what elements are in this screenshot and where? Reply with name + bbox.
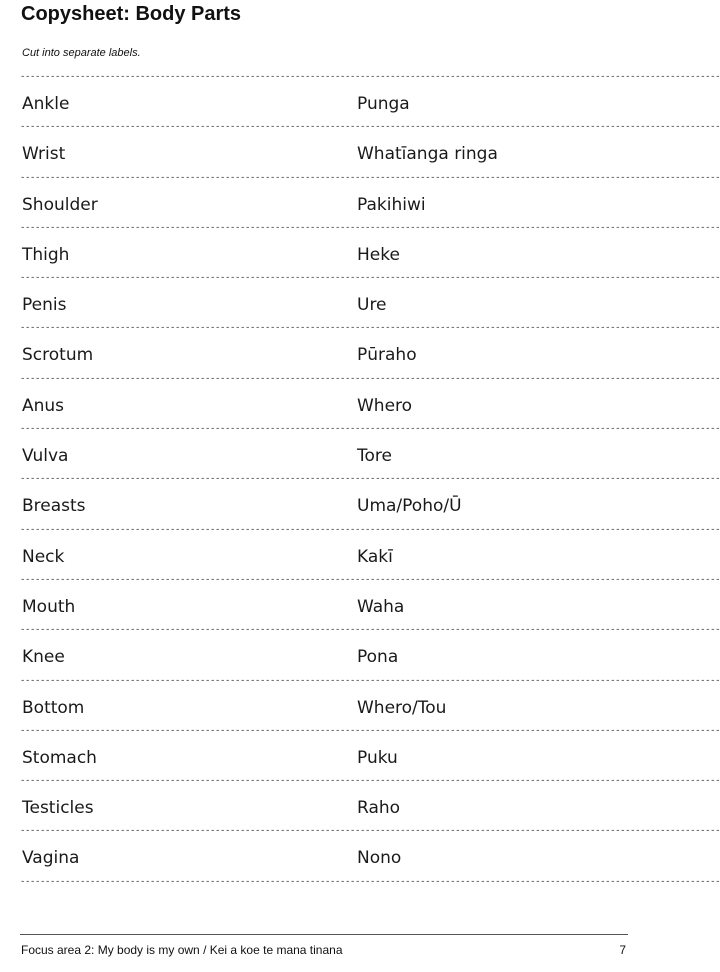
maori-word: Pakihiwi: [357, 194, 426, 215]
maori-word: Raho: [357, 798, 401, 819]
maori-word: Pona: [357, 647, 399, 668]
cut-line: --------------------------------------------------------------------------------------------------------------------------------------------: [20, 776, 720, 787]
maori-word: Tore: [357, 446, 392, 467]
cut-line: --------------------------------------------------------------------------------------------------------------------------------------------: [20, 222, 720, 233]
english-word: Penis: [22, 295, 67, 316]
maori-word: Whero: [357, 395, 413, 416]
maori-word: Whero/Tou: [357, 697, 447, 718]
maori-word: Punga: [357, 94, 410, 114]
cut-line: --------------------------------------------------------------------------------------------------------------------------------------------: [20, 524, 720, 535]
cut-line: --------------------------------------------------------------------------------------------------------------------------------------------: [20, 625, 720, 636]
cut-line: --------------------------------------------------------------------------------------------------------------------------------------------: [20, 323, 720, 334]
label-table: [20, 72, 720, 888]
maori-word: Waha: [357, 596, 405, 617]
maori-word: Heke: [357, 244, 400, 265]
english-word: Mouth: [22, 596, 76, 617]
label-row-bottom: [20, 687, 552, 726]
cut-line: --------------------------------------------------------------------------------------------------------------------------------------------: [20, 72, 720, 82]
label-row-wrist: [20, 133, 552, 172]
maori-word: Pūraho: [357, 345, 417, 366]
cut-line: --------------------------------------------------------------------------------------------------------------------------------------------: [20, 876, 720, 887]
label-row-shoulder: [20, 184, 552, 223]
label-row-thigh: [20, 234, 552, 273]
label-row-knee: [20, 636, 552, 675]
cut-line: --------------------------------------------------------------------------------------------------------------------------------------------: [20, 122, 720, 133]
label-row-neck: [20, 536, 552, 575]
cut-line: --------------------------------------------------------------------------------------------------------------------------------------------: [20, 172, 720, 183]
maori-word: Nono: [357, 848, 402, 869]
maori-word: Whatīanga ringa: [357, 144, 498, 165]
english-word: Vulva: [22, 446, 69, 467]
maori-word: Uma/Poho/Ū: [357, 496, 462, 517]
english-word: Testicles: [22, 798, 94, 819]
cut-line: --------------------------------------------------------------------------------------------------------------------------------------------: [20, 424, 720, 435]
maori-word: Kakī: [357, 546, 393, 567]
page-number: 7: [619, 943, 626, 957]
english-word: Shoulder: [22, 194, 98, 215]
footer-rule: [20, 934, 628, 935]
instruction-text: Cut into separate labels.: [22, 47, 141, 59]
english-word: Knee: [22, 647, 65, 668]
english-word: Stomach: [22, 747, 97, 768]
page-title: Copysheet: Body Parts: [21, 3, 242, 25]
label-row-mouth: [20, 586, 552, 625]
label-row-testicles: [20, 787, 552, 826]
english-word: Vagina: [22, 848, 80, 869]
cut-line: --------------------------------------------------------------------------------------------------------------------------------------------: [20, 675, 720, 686]
label-row-vagina: [20, 837, 552, 876]
cut-line: --------------------------------------------------------------------------------------------------------------------------------------------: [20, 373, 720, 384]
label-row-penis: [20, 284, 552, 323]
maori-word: Puku: [357, 747, 398, 768]
label-row-stomach: [20, 737, 552, 776]
label-row-scrotum: [20, 334, 552, 373]
maori-word: Ure: [357, 295, 387, 316]
english-word: Thigh: [22, 244, 70, 265]
cut-line: --------------------------------------------------------------------------------------------------------------------------------------------: [20, 725, 720, 736]
english-word: Anus: [22, 395, 65, 416]
english-word: Neck: [22, 546, 65, 567]
label-row-breasts: [20, 485, 552, 524]
cut-line: --------------------------------------------------------------------------------------------------------------------------------------------: [20, 574, 720, 585]
english-word: Ankle: [22, 94, 70, 114]
footer-text: Focus area 2: My body is my own / Kei a koe te mana tinana: [21, 943, 343, 957]
label-row-anus: [20, 385, 552, 424]
label-row-ankle: [20, 83, 552, 122]
cut-line: --------------------------------------------------------------------------------------------------------------------------------------------: [20, 273, 720, 284]
cut-line: --------------------------------------------------------------------------------------------------------------------------------------------: [20, 826, 720, 837]
cut-line: --------------------------------------------------------------------------------------------------------------------------------------------: [20, 474, 720, 485]
english-word: Breasts: [22, 496, 86, 517]
label-row-vulva: [20, 435, 552, 474]
english-word: Bottom: [22, 697, 85, 718]
english-word: Scrotum: [22, 345, 94, 366]
english-word: Wrist: [22, 144, 66, 165]
